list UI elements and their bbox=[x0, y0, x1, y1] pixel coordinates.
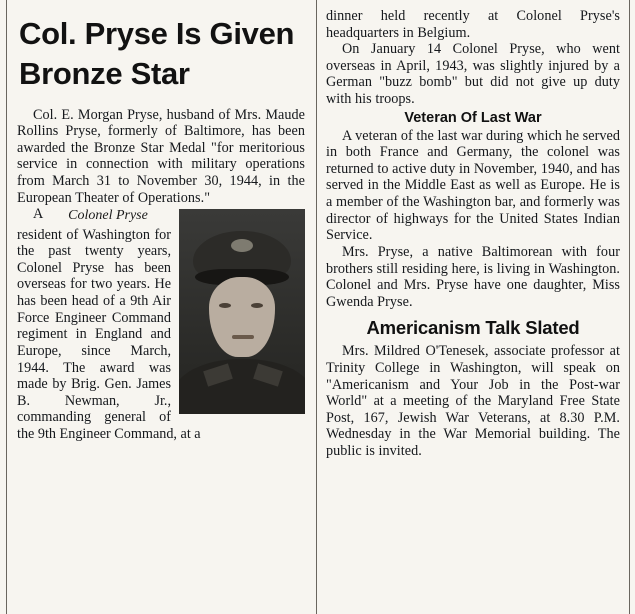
headline-line-2: Bronze Star bbox=[19, 56, 190, 92]
paragraph-lead: Col. E. Morgan Pryse, husband of Mrs. Maude Rollins Pryse, formerly of Baltimore, has been awarded the Bronze Star Medal "for meritorious service in connection with military operations from March 31 to November 30, 1944, in the European Theater of Operations." bbox=[17, 106, 305, 206]
subhead-veteran: Veteran Of Last War bbox=[404, 109, 542, 126]
right-column-text bbox=[326, 8, 620, 108]
portrait-photo bbox=[179, 209, 305, 414]
right-column-text-2 bbox=[326, 128, 620, 311]
page-title bbox=[17, 14, 305, 95]
photo-mouth bbox=[232, 335, 254, 339]
right-column bbox=[317, 0, 628, 460]
paragraph-continued: dinner held recently at Colonel Pryse's headquarters in Belgium. bbox=[326, 8, 620, 41]
headline-line-1: Col. Pryse Is Given bbox=[19, 16, 295, 51]
photo-face bbox=[209, 277, 275, 357]
lead-paragraph-block bbox=[17, 107, 305, 207]
photo-wrap-block bbox=[17, 206, 305, 442]
right-column-text-3 bbox=[326, 343, 620, 459]
paragraph-americanism: Mrs. Mildred O'Tenesek, associate professor at Trinity College in Washington, will speak on "Americanism and Your Job in the Post-war World" at a meeting of the Maryland Free State Post, 167, Jewish War Veterans, at 8.30 P.M. Wednesday in the War Memorial building. The public is invited. bbox=[326, 343, 620, 460]
photo-shoulders bbox=[179, 359, 305, 414]
column-rule-right bbox=[629, 0, 630, 614]
photo-caption: Colonel Pryse bbox=[68, 208, 148, 224]
subhead-americanism: Americanism Talk Slated bbox=[366, 317, 580, 339]
paragraph-buzz-bomb: On January 14 Colonel Pryse, who went overseas in April, 1943, was slightly injured by a German "buzz bomb" but did not give up duty with his troops. bbox=[326, 41, 620, 108]
paragraph-resident: A resident of Washington for the past twenty years, Colonel Pryse has been overseas for two years. He has been head of a 9th Air Force Engineer Command regiment in England and Europe, since March, 1944. The award was made by Brig. Gen. James B. Newman, Jr., commanding general of the 9th Engineer Command, at a bbox=[17, 206, 201, 442]
left-column bbox=[7, 0, 315, 443]
paragraph-mrs-pryse: Mrs. Pryse, a native Baltimorean with four brothers still residing here, is living in Washington. Colonel and Mrs. Pryse have one daughter, Miss Gwenda Pryse. bbox=[326, 243, 620, 310]
paragraph-veteran: A veteran of the last war during which he served in both France and Germany, the colonel was returned to active duty in November, 1940, and has served in the Middle East as well as Europe. He is a member of the Washington bar, and formerly was director of highways for the United States Indian Service. bbox=[326, 127, 620, 244]
